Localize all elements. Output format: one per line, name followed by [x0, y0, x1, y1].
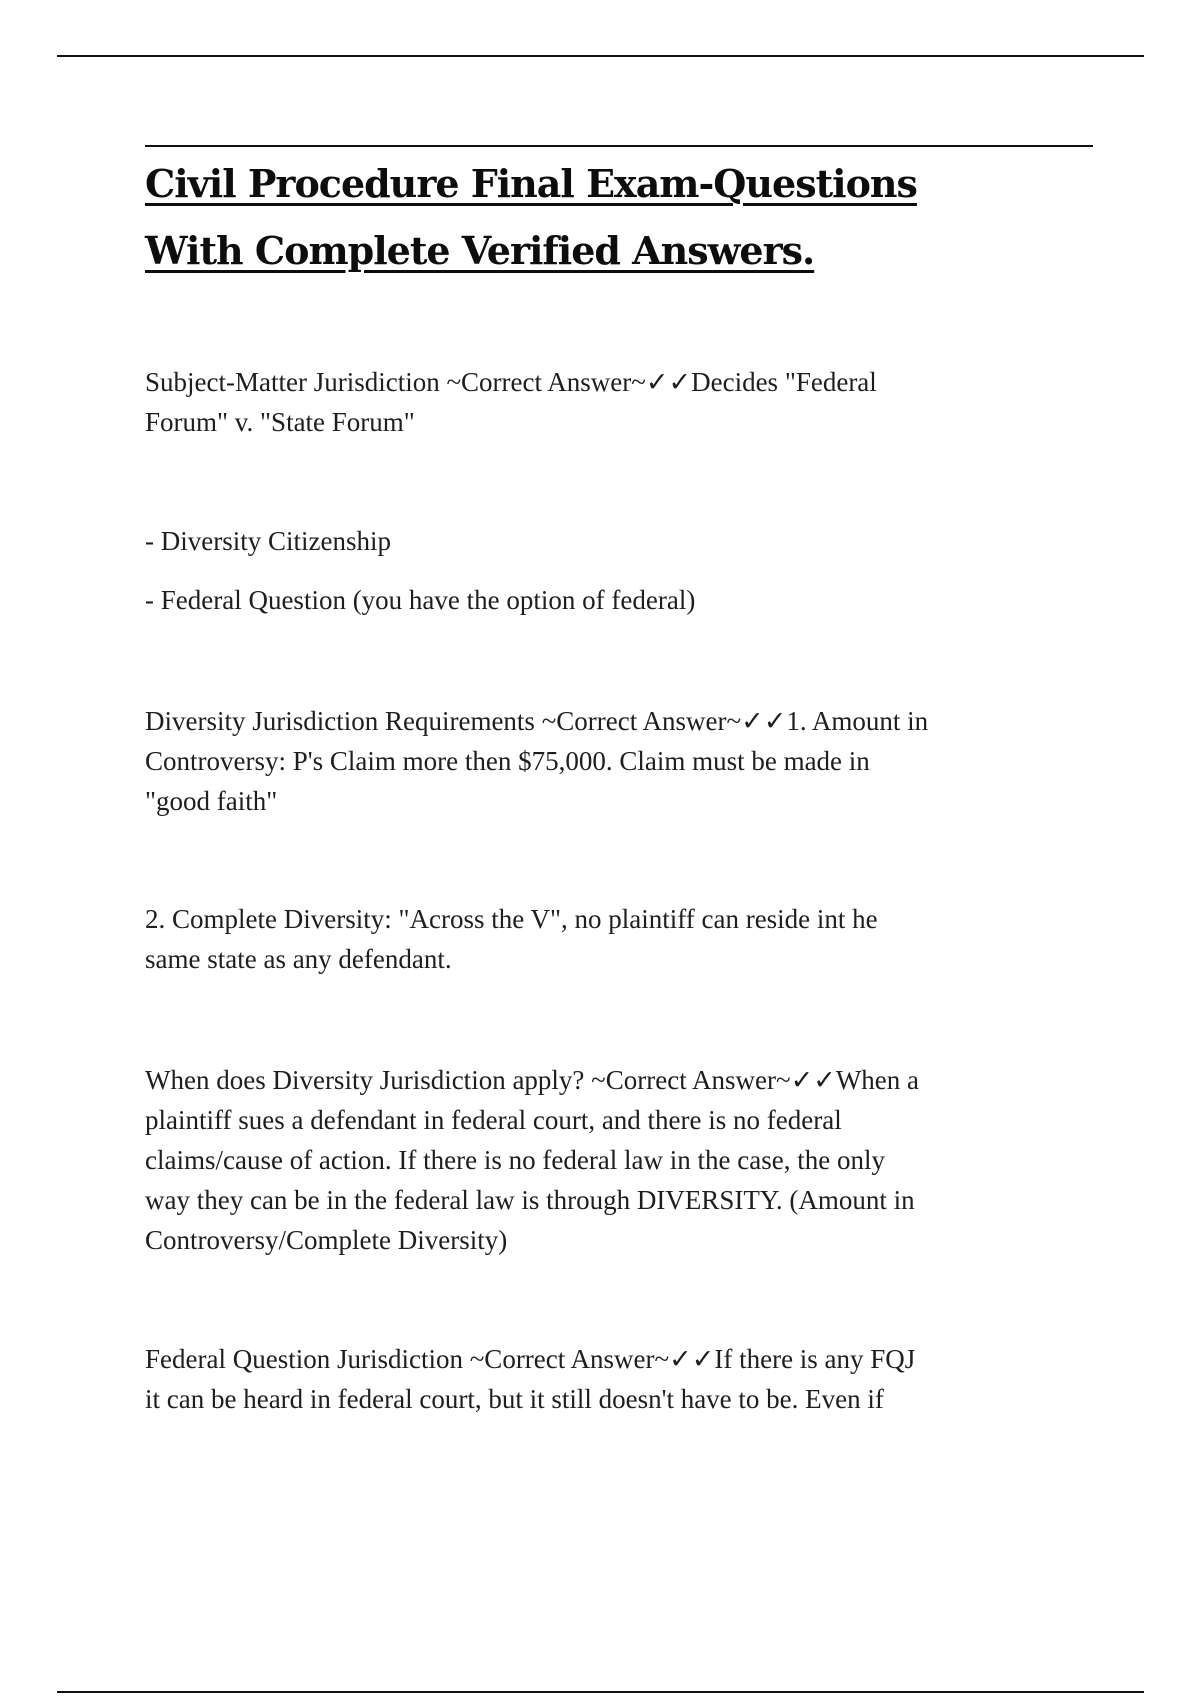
text-line: way they can be in the federal law is through DIVERSITY. (Amount in — [145, 1185, 915, 1215]
text-line: Controversy/Complete Diversity) — [145, 1225, 508, 1255]
paragraph-complete-diversity — [145, 899, 1105, 979]
text-line: Subject-Matter Jurisdiction ~Correct Answer~✓✓Decides "Federal — [145, 367, 877, 397]
text-line: - Federal Question (you have the option of federal) — [145, 585, 696, 615]
text-line: Diversity Jurisdiction Requirements ~Correct Answer~✓✓1. Amount in — [145, 706, 929, 736]
title-line-1: Civil Procedure Final Exam-Questions — [145, 161, 917, 206]
text-line: Controversy: P's Claim more then $75,000. Claim must be made in — [145, 746, 870, 776]
text-line: Forum" v. "State Forum" — [145, 407, 415, 437]
text-line: plaintiff sues a defendant in federal court, and there is no federal — [145, 1105, 842, 1135]
qa-federal-question-jurisdiction — [145, 1339, 1105, 1419]
text-line: When does Diversity Jurisdiction apply? ~Correct Answer~✓✓When a — [145, 1065, 920, 1095]
text-line: "good faith" — [145, 786, 278, 816]
text-line: claims/cause of action. If there is no federal law in the case, the only — [145, 1145, 885, 1175]
title-line-2: With Complete Verified Answers. — [145, 228, 815, 273]
qa-diversity-requirements — [145, 701, 1105, 821]
text-line: it can be heard in federal court, but it still doesn't have to be. Even if — [145, 1384, 884, 1414]
document-title — [145, 150, 1093, 284]
title-top-rule — [145, 145, 1093, 147]
text-line: 2. Complete Diversity: "Across the V", no plaintiff can reside int he — [145, 904, 878, 934]
list-item-diversity-citizenship — [145, 521, 1105, 561]
qa-subject-matter-jurisdiction — [145, 362, 1105, 442]
text-line: Federal Question Jurisdiction ~Correct Answer~✓✓If there is any FQJ — [145, 1344, 916, 1374]
page-bottom-rule — [57, 1691, 1144, 1693]
page-top-rule — [57, 55, 1144, 57]
text-line: same state as any defendant. — [145, 944, 452, 974]
text-line: - Diversity Citizenship — [145, 526, 391, 556]
qa-when-diversity-applies — [145, 1060, 1105, 1260]
list-item-federal-question — [145, 580, 1105, 620]
